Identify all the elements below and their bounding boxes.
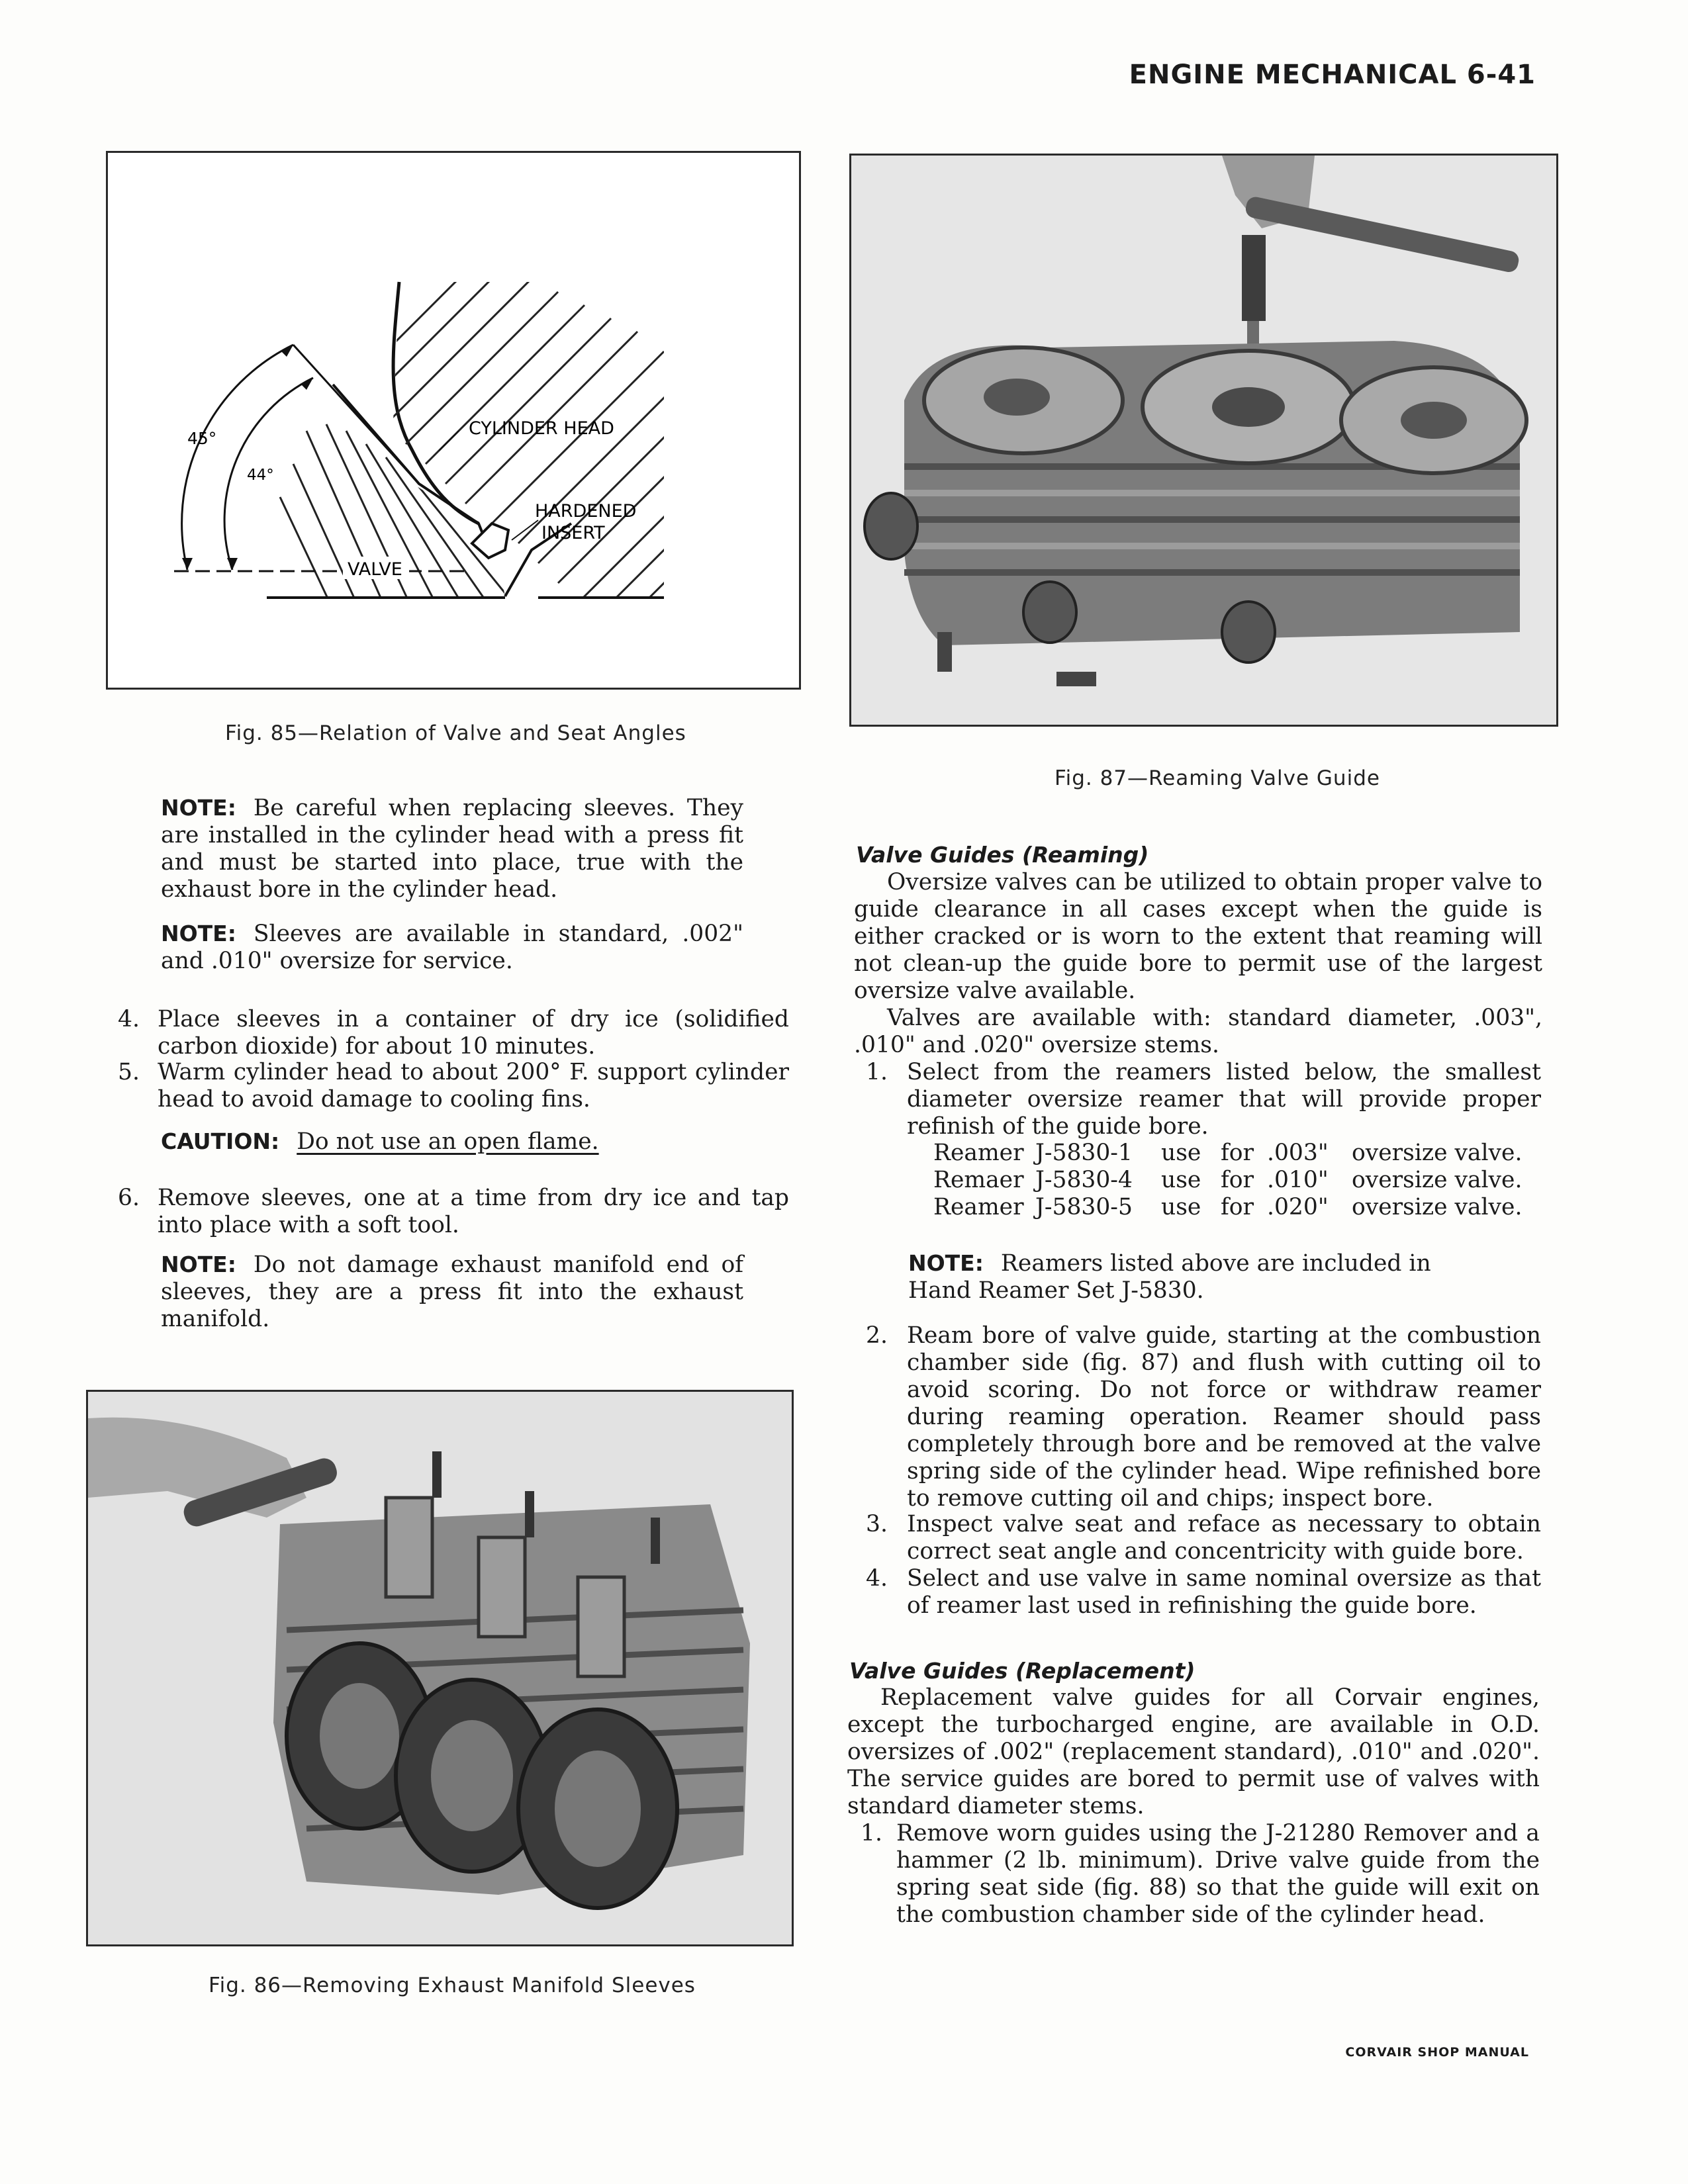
note-sleeve-sizes: [161, 920, 743, 975]
step-text: Select and use valve in same nominal oversize as that of reamer last used in refinishing the guide bore.: [907, 1565, 1541, 1619]
reamer-row: [933, 1194, 1529, 1221]
step-4: [118, 1006, 789, 1060]
fig85-diagram: [106, 151, 801, 690]
note-label: NOTE:: [908, 1250, 984, 1276]
note-reamer-set: [908, 1250, 1491, 1304]
fig86-caption: Fig. 86—Removing Exhaust Manifold Sleeves: [209, 1974, 696, 1997]
step-number: 2.: [866, 1322, 888, 1349]
insert-label: INSERT: [541, 523, 605, 543]
replacement-step-1: [861, 1820, 1540, 1929]
note-text: Do not damage exhaust manifold end of sleeves, they are a press fit into the exhaust manifold.: [161, 1251, 743, 1332]
fig87-caption: Fig. 87—Reaming Valve Guide: [1055, 766, 1380, 790]
reaming-photo-svg: [851, 156, 1556, 725]
reamer-part: J-5830-5: [1035, 1194, 1133, 1220]
note-text: Reamers listed above are included in Hand Reamer Set J-5830.: [908, 1250, 1431, 1304]
paragraph-text: Replacement valve guides for all Corvair engines, except the turbocharged engine, are available in O.D. oversizes of .002" (replacement standard), .010" and .020". The service guides are bored to permit use of valves with standard diameter stems.: [847, 1684, 1540, 1819]
step-6: [118, 1185, 789, 1239]
step-number: 1.: [861, 1820, 882, 1846]
reamer-part: J-5830-1: [1035, 1140, 1133, 1166]
caution-text: Do not use an open flame.: [297, 1128, 599, 1155]
caution-label: CAUTION:: [161, 1128, 280, 1154]
paragraph-text: Valves are available with: standard diameter, .003", .010" and .020" oversize stems.: [854, 1005, 1542, 1058]
step-text: Place sleeves in a container of dry ice (solidified carbon dioxide) for about 10 minutes.: [158, 1006, 789, 1060]
reaming-step-3: [866, 1511, 1541, 1565]
reaming-paragraph-2: [854, 1005, 1542, 1059]
note-manifold-end: [161, 1251, 743, 1333]
step-number: 3.: [866, 1511, 888, 1537]
reaming-paragraph-1: [854, 869, 1542, 1005]
valve-seat-diagram-svg: [108, 153, 799, 688]
reaming-step-2: [866, 1322, 1541, 1512]
reamer-name: Reamer: [933, 1140, 1024, 1166]
reamer-for: for: [1221, 1194, 1254, 1220]
note-text: Sleeves are available in standard, .002" and .010" oversize for service.: [161, 921, 743, 974]
step-text: Warm cylinder head to about 200° F. support cylinder head to avoid damage to cooling fins.: [158, 1059, 789, 1113]
note-label: NOTE:: [161, 795, 236, 821]
page-header: ENGINE MECHANICAL 6-41: [1129, 60, 1536, 90]
reaming-step-4: [866, 1565, 1541, 1619]
paragraph-text: Oversize valves can be utilized to obtain proper valve to guide clearance in all cases except when the guide is either cracked or is worn to the extent that reaming will not clean-up the guide bore to permit use of the largest oversize valve available.: [854, 869, 1542, 1004]
reamer-for: for: [1221, 1140, 1254, 1166]
fig85-caption: Fig. 85—Relation of Valve and Seat Angles: [225, 721, 686, 745]
step-text: Inspect valve seat and reface as necessary to obtain correct seat angle and concentricity with guide bore.: [907, 1511, 1541, 1565]
reamer-part: J-5830-4: [1035, 1167, 1133, 1193]
step-text: Ream bore of valve guide, starting at the combustion chamber side (fig. 87) and flush with cutting oil to avoid scoring. Do not force or withdraw reamer during reaming operation. Reamer should pass completely through bore and be removed at the valve spring side of the cylinder head. Wipe refinished bore to remove cutting oil and chips; inspect bore.: [907, 1322, 1541, 1512]
manifold-sleeves-photo-svg: [88, 1392, 792, 1944]
reamer-size: .003": [1267, 1140, 1329, 1166]
step-number: 6.: [118, 1185, 140, 1211]
note-label: NOTE:: [161, 1251, 236, 1277]
reamer-list: [933, 1140, 1529, 1221]
replacement-paragraph: [847, 1684, 1540, 1820]
reaming-heading: Valve Guides (Reaming): [856, 842, 1149, 868]
reamer-size: .020": [1267, 1194, 1329, 1220]
hardened-label: HARDENED: [535, 501, 637, 522]
fig87-photo: [849, 154, 1558, 727]
reamer-for: for: [1221, 1167, 1254, 1193]
reamer-use: use: [1161, 1167, 1201, 1193]
angle-44-label: 44°: [247, 467, 274, 484]
step-number: 1.: [866, 1059, 888, 1085]
reamer-row: [933, 1140, 1529, 1167]
reamer-name: Remaer: [933, 1167, 1024, 1193]
reamer-desc: oversize valve.: [1352, 1167, 1523, 1193]
step-text: Select from the reamers listed below, the smallest diameter oversize reamer that will provide proper refinish of the guide bore.: [907, 1059, 1541, 1140]
reamer-use: use: [1161, 1194, 1201, 1220]
note-text: Be careful when replacing sleeves. They are installed in the cylinder head with a press fit and must be started into place, true with the exhaust bore in the cylinder head.: [161, 795, 743, 903]
fig86-photo: [86, 1390, 794, 1946]
step-number: 5.: [118, 1059, 140, 1085]
angle-45-label: 45°: [187, 429, 217, 448]
valve-label: VALVE: [348, 559, 402, 580]
reamer-use: use: [1161, 1140, 1201, 1166]
step-text: Remove worn guides using the J-21280 Remover and a hammer (2 lb. minimum). Drive valve guide from the spring seat side (fig. 88) so that the guide will exit on the combustion chamber side of the cylinder head.: [896, 1820, 1540, 1928]
page-footer: CORVAIR SHOP MANUAL: [1345, 2045, 1529, 2060]
replacement-heading: Valve Guides (Replacement): [849, 1658, 1196, 1684]
cylinder-head-label: CYLINDER HEAD: [469, 418, 614, 439]
caution: [161, 1128, 743, 1156]
step-text: Remove sleeves, one at a time from dry ice and tap into place with a soft tool.: [158, 1185, 789, 1238]
step-number: 4.: [118, 1006, 140, 1032]
reamer-desc: oversize valve.: [1352, 1194, 1523, 1220]
note-label: NOTE:: [161, 921, 236, 946]
note-replacing-sleeves: [161, 794, 743, 903]
step-number: 4.: [866, 1565, 888, 1592]
reamer-size: .010": [1267, 1167, 1329, 1193]
step-5: [118, 1059, 789, 1113]
reamer-desc: oversize valve.: [1352, 1140, 1523, 1166]
reamer-row: [933, 1167, 1529, 1194]
reamer-name: Reamer: [933, 1194, 1024, 1220]
reaming-step-1: [866, 1059, 1541, 1140]
